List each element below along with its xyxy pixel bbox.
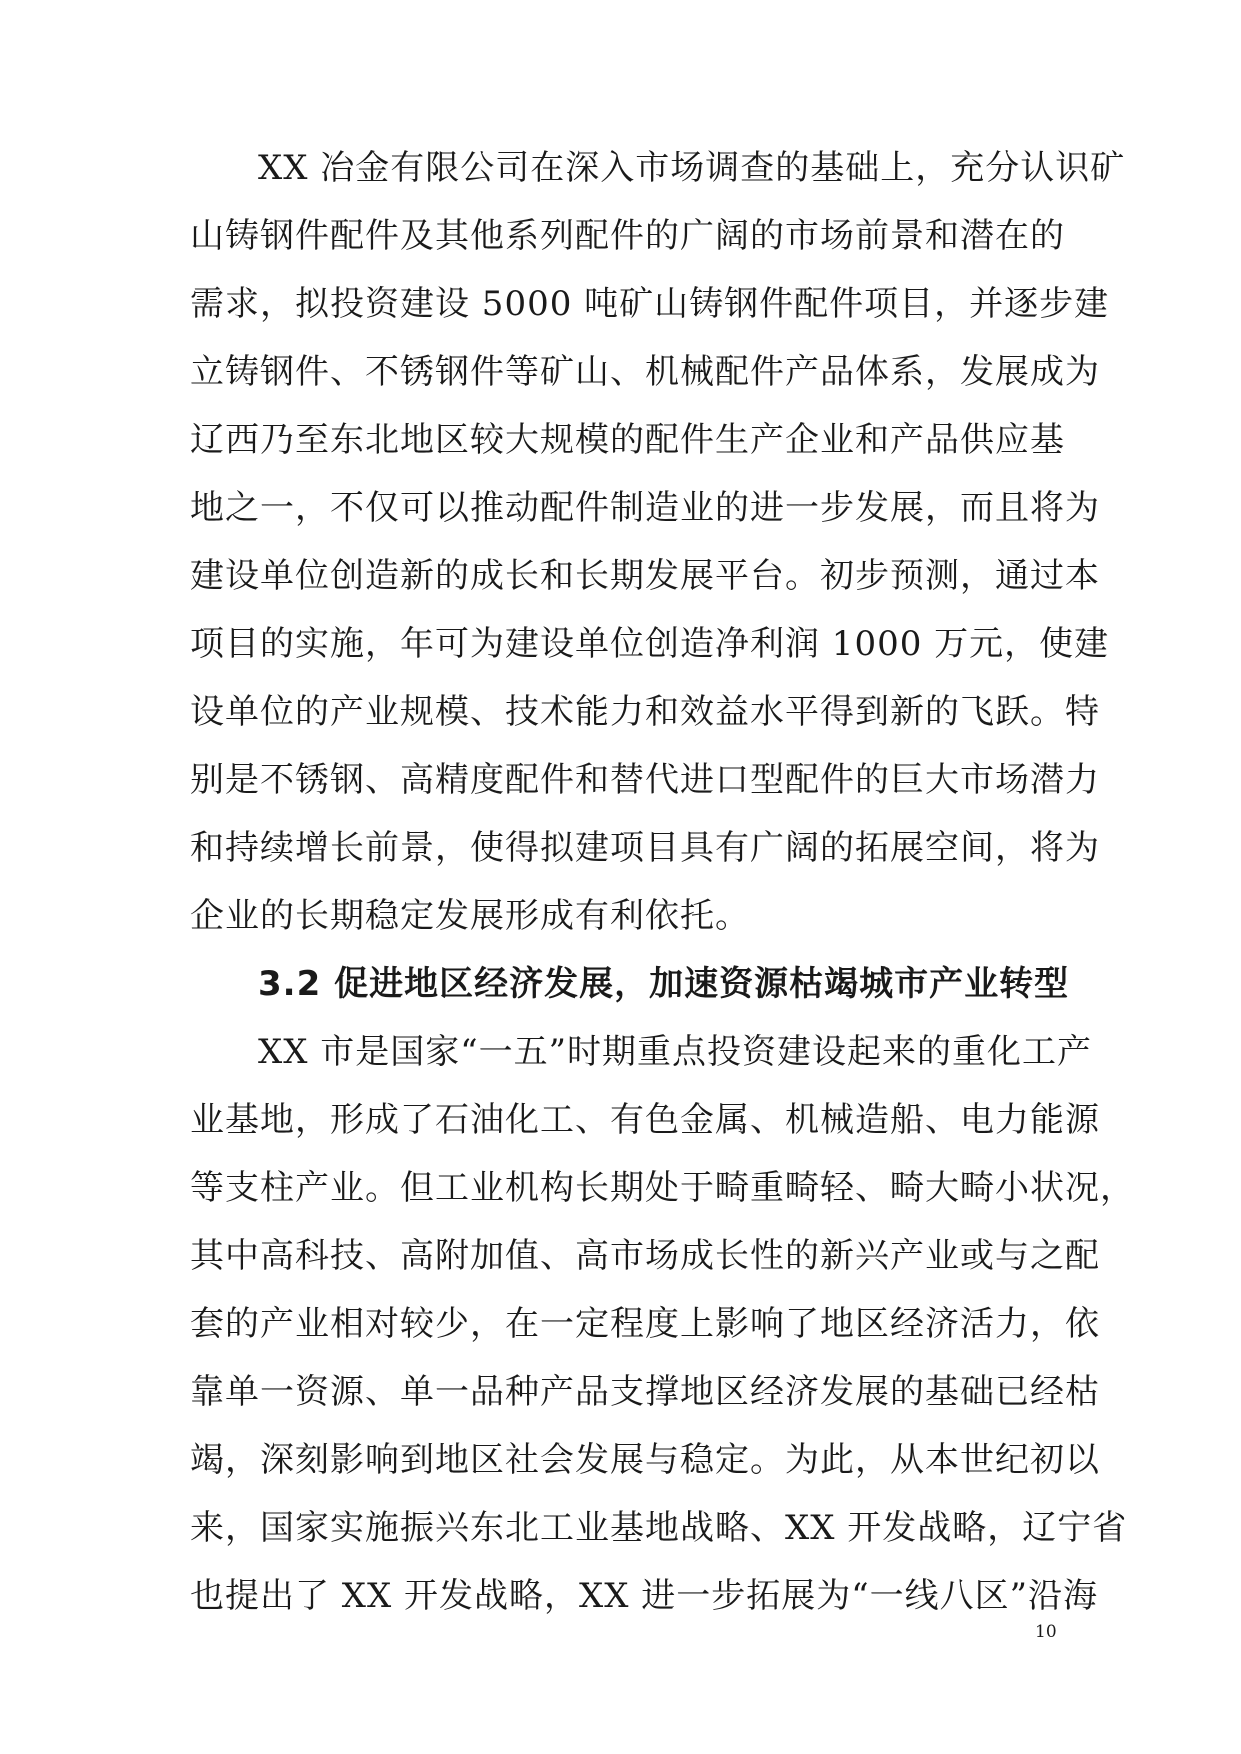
paragraph-1-line: 地之一，不仅可以推动配件制造业的进一步发展，而且将为 bbox=[190, 488, 1100, 528]
paragraph-1-line: 企业的长期稳定发展形成有利依托。 bbox=[190, 896, 750, 936]
paragraph-2-line: 其中高科技、高附加值、高市场成长性的新兴产业或与之配 bbox=[190, 1236, 1100, 1276]
paragraph-2-line: 等支柱产业。但工业机构长期处于畸重畸轻、畸大畸小状况， bbox=[190, 1168, 1135, 1208]
paragraph-1-line: 别是不锈钢、高精度配件和替代进口型配件的巨大市场潜力 bbox=[190, 760, 1100, 800]
paragraph-1-line: 立铸钢件、不锈钢件等矿山、机械配件产品体系，发展成为 bbox=[190, 352, 1100, 392]
paragraph-2-line: 来，国家实施振兴东北工业基地战略、XX 开发战略，辽宁省 bbox=[190, 1508, 1128, 1548]
paragraph-2-line: 竭，深刻影响到地区社会发展与稳定。为此，从本世纪初以 bbox=[190, 1440, 1100, 1480]
paragraph-1-line: 辽西乃至东北地区较大规模的配件生产企业和产品供应基 bbox=[190, 420, 1065, 460]
paragraph-2-line: XX 市是国家“一五”时期重点投资建设起来的重化工产 bbox=[258, 1032, 1092, 1072]
page-number: 10 bbox=[1035, 1622, 1057, 1642]
paragraph-2-line: 业基地，形成了石油化工、有色金属、机械造船、电力能源 bbox=[190, 1100, 1100, 1140]
paragraph-2-line: 靠单一资源、单一品种产品支撑地区经济发展的基础已经枯 bbox=[190, 1372, 1100, 1412]
paragraph-1-line: 和持续增长前景，使得拟建项目具有广阔的拓展空间，将为 bbox=[190, 828, 1100, 868]
paragraph-1-line: 需求，拟投资建设 5000 吨矿山铸钢件配件项目，并逐步建 bbox=[190, 284, 1110, 324]
paragraph-2-line: 也提出了 XX 开发战略，XX 进一步拓展为“一线八区”沿海 bbox=[190, 1576, 1099, 1616]
paragraph-2-line: 套的产业相对较少，在一定程度上影响了地区经济活力，依 bbox=[190, 1304, 1100, 1344]
section-heading: 3.2 促进地区经济发展，加速资源枯竭城市产业转型 bbox=[258, 964, 1070, 1004]
paragraph-1-line: 设单位的产业规模、技术能力和效益水平得到新的飞跃。特 bbox=[190, 692, 1100, 732]
paragraph-1-line: 山铸钢件配件及其他系列配件的广阔的市场前景和潜在的 bbox=[190, 216, 1065, 256]
paragraph-1-line: 项目的实施，年可为建设单位创造净利润 1000 万元，使建 bbox=[190, 624, 1110, 664]
paragraph-1-line: 建设单位创造新的成长和长期发展平台。初步预测，通过本 bbox=[190, 556, 1100, 596]
paragraph-1-line: XX 冶金有限公司在深入市场调查的基础上，充分认识矿 bbox=[258, 148, 1126, 188]
